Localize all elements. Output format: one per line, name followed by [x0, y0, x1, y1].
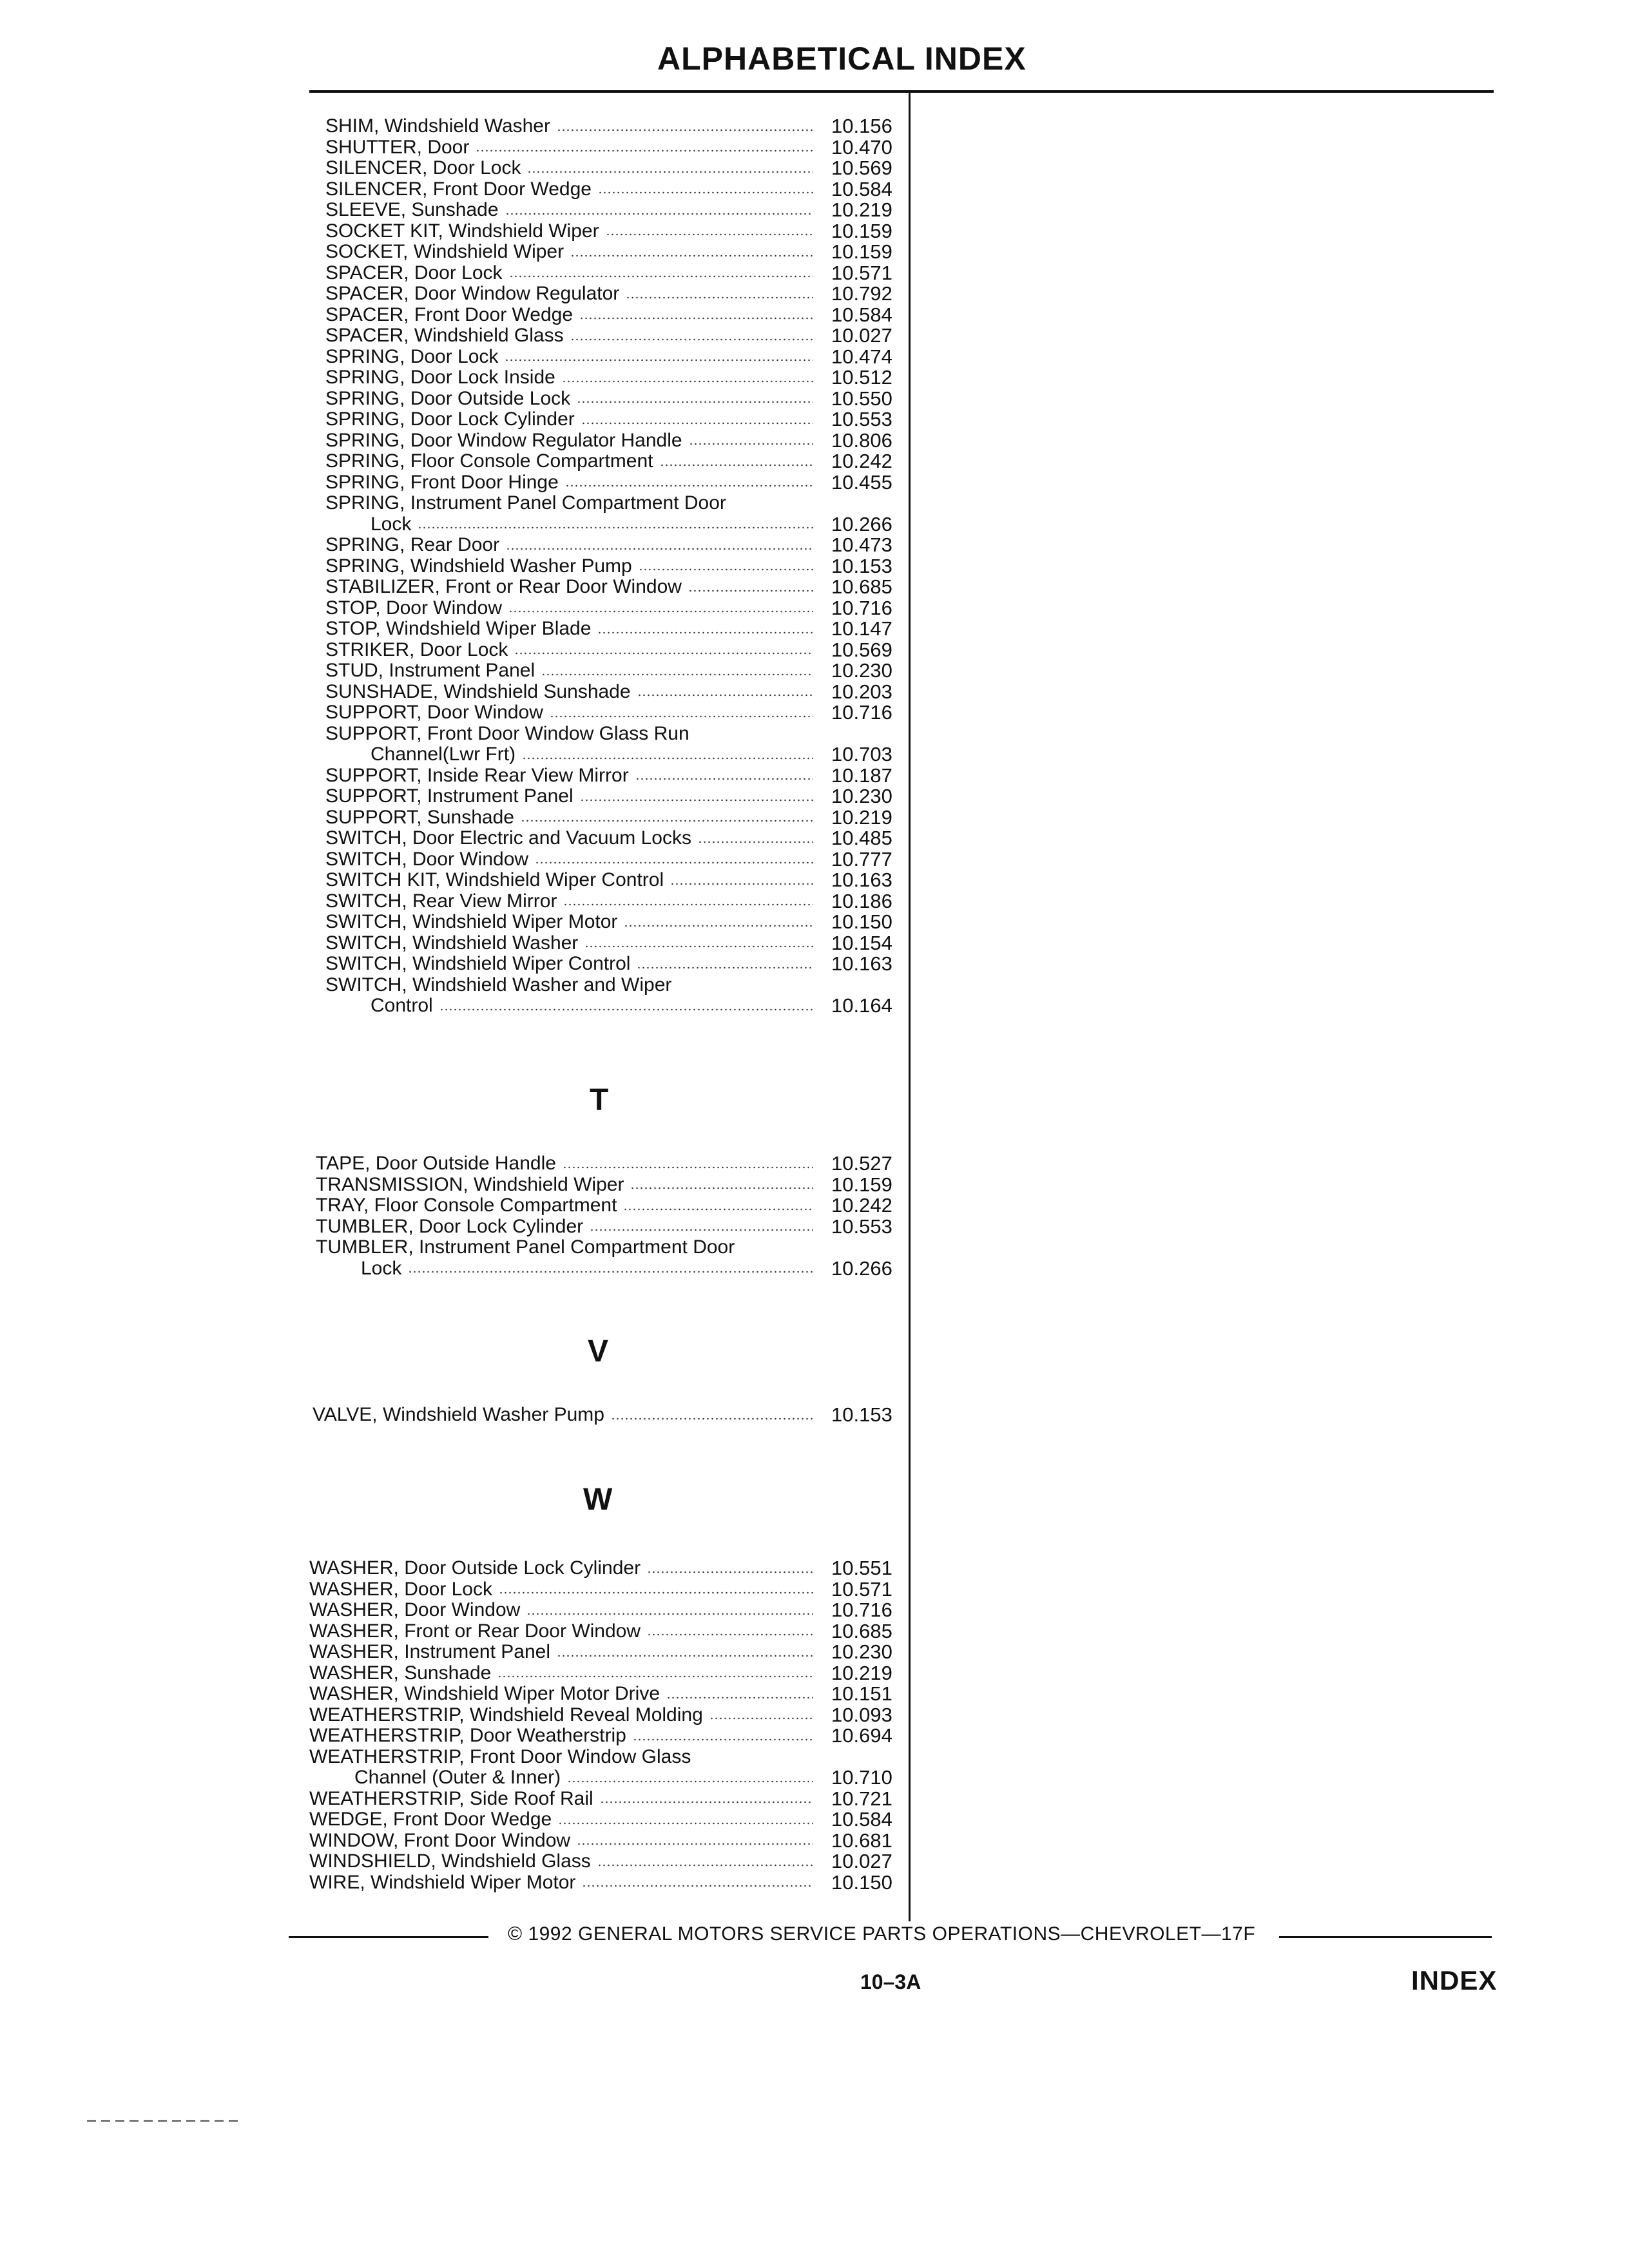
dot-leader: [505, 213, 813, 215]
index-entry: [325, 512, 892, 535]
index-entry: [325, 638, 892, 661]
index-entry-page: 10.027: [831, 1850, 892, 1872]
dot-leader: [565, 485, 813, 487]
index-entry-label: WEATHERSTRIP, Side Roof Rail: [309, 1787, 593, 1809]
index-entry-page: 10.219: [831, 1661, 892, 1684]
dot-leader: [563, 903, 813, 906]
index-entry-label: SWITCH, Door Window: [325, 848, 529, 870]
index-entry: [325, 931, 892, 954]
index-entry-page: 10.553: [831, 1215, 892, 1238]
index-entry: [325, 261, 892, 284]
index-section-v: [313, 1405, 918, 1426]
index-entry: [309, 1599, 892, 1621]
index-entry: [325, 282, 892, 305]
index-entry-page: 10.721: [831, 1787, 892, 1810]
index-entry: [325, 303, 892, 326]
index-entry: [325, 869, 892, 891]
index-entry-page: 10.266: [831, 1256, 892, 1280]
dot-leader: [597, 1864, 813, 1867]
scan-artifact: [87, 2120, 242, 2122]
dot-leader: [522, 757, 813, 760]
index-entry: [325, 115, 892, 137]
index-entry: [325, 847, 892, 870]
dot-leader: [577, 401, 813, 403]
index-entry-label: SUPPORT, Door Window: [325, 702, 543, 723]
index-entry: [316, 1194, 892, 1216]
index-entry-page: 10.163: [831, 869, 892, 891]
index-entry-page: 10.473: [831, 533, 892, 556]
index-entry-label: SPRING, Door Outside Lock: [325, 387, 571, 409]
dot-leader: [624, 925, 813, 927]
dot-leader: [611, 1418, 813, 1420]
dot-leader: [581, 422, 813, 425]
dot-leader: [584, 945, 813, 948]
index-entry-page: 10.159: [831, 219, 892, 242]
index-entry: [325, 659, 892, 682]
dot-leader: [647, 1633, 813, 1636]
index-entry-label: WASHER, Instrument Panel: [309, 1641, 551, 1662]
index-entry: [309, 1829, 892, 1852]
footer-section-label: INDEX: [1411, 1965, 1498, 1995]
index-entry-page: 10.186: [831, 889, 892, 912]
index-section-t: [316, 1153, 921, 1279]
index-entry: [309, 1557, 892, 1579]
index-entry-label: SUPPORT, Instrument Panel: [325, 785, 574, 807]
footer-page-number: 10–3A: [860, 1970, 921, 1994]
dot-leader: [563, 1166, 813, 1169]
index-entry: [325, 827, 892, 849]
index-entry-page: 10.455: [831, 470, 892, 494]
index-entry-label: SHUTTER, Door: [325, 136, 470, 158]
index-entry-label: STABILIZER, Front or Rear Door Window: [325, 576, 682, 597]
dot-leader: [570, 338, 813, 341]
index-entry-page: 10.569: [831, 638, 892, 661]
dot-leader: [598, 191, 813, 194]
dot-leader: [418, 526, 813, 529]
index-entry-page: 10.550: [831, 387, 892, 410]
index-entry-page: 10.159: [831, 1173, 892, 1196]
index-entry-page: 10.093: [831, 1703, 892, 1726]
dot-leader: [660, 464, 813, 466]
index-entry-page: 10.203: [831, 680, 892, 703]
dot-leader: [688, 590, 813, 592]
index-entry-page: 10.266: [831, 512, 892, 535]
index-entry: [309, 1619, 892, 1642]
index-entry-label: STOP, Windshield Wiper Blade: [325, 618, 592, 639]
index-entry-page: 10.147: [831, 617, 892, 640]
dot-leader: [439, 1008, 813, 1011]
index-entry-label: Control: [371, 995, 433, 1016]
dot-leader: [509, 275, 813, 278]
index-entry-page: 10.156: [831, 115, 892, 137]
dot-leader: [506, 548, 813, 550]
index-entry-page: 10.716: [831, 596, 892, 619]
index-entry-label: WASHER, Sunshade: [309, 1662, 492, 1684]
dot-leader: [527, 171, 813, 173]
dot-leader: [550, 715, 813, 718]
index-entry-label: VALVE, Windshield Washer Pump: [313, 1404, 604, 1425]
index-entry: [325, 533, 892, 556]
index-entry: [325, 975, 818, 996]
header-rule: [309, 90, 1494, 93]
index-entry-label: WEATHERSTRIP, Door Weatherstrip: [309, 1725, 626, 1746]
index-entry-label: WINDOW, Front Door Window: [309, 1829, 571, 1851]
dot-leader: [558, 1822, 813, 1825]
index-entry-label: WASHER, Door Window: [309, 1599, 521, 1620]
index-entry-label: SOCKET KIT, Windshield Wiper: [325, 220, 599, 242]
dot-leader: [600, 1801, 813, 1803]
index-entry-label: WEDGE, Front Door Wedge: [309, 1809, 552, 1830]
index-entry: [316, 1152, 892, 1175]
index-section-s: [325, 116, 931, 1017]
index-entry-page: 10.716: [831, 701, 892, 724]
index-entry-page: 10.242: [831, 1194, 892, 1216]
index-entry: [325, 785, 892, 807]
index-entry-page: 10.230: [831, 659, 892, 682]
section-letter-w: W: [583, 1483, 613, 1517]
index-entry-label: SPACER, Door Lock: [325, 262, 503, 284]
index-entry-label: SWITCH, Windshield Wiper Control: [325, 953, 631, 974]
index-entry-page: 10.777: [831, 847, 892, 870]
index-entry-label: SWITCH, Windshield Wiper Motor: [325, 911, 618, 932]
index-entry: [325, 345, 892, 368]
footer-rule-left: [289, 1936, 488, 1938]
index-entry-page: 10.792: [831, 282, 892, 305]
index-entry-label: WEATHERSTRIP, Front Door Window Glass: [309, 1745, 691, 1767]
index-entry-page: 10.159: [831, 240, 892, 263]
index-entry: [325, 387, 892, 410]
index-entry-page: 10.806: [831, 428, 892, 452]
index-entry: [325, 324, 892, 347]
index-entry-label: SUPPORT, Front Door Window Glass Run: [325, 722, 689, 744]
index-entry-page: 10.470: [831, 135, 892, 159]
index-entry: [309, 1850, 892, 1872]
dot-leader: [709, 1717, 813, 1720]
footer-rule-right: [1279, 1936, 1492, 1938]
index-entry-label: SWITCH, Door Electric and Vacuum Locks: [325, 827, 691, 849]
index-entry-page: 10.474: [831, 345, 892, 368]
dot-leader: [562, 380, 813, 383]
index-entry: [325, 428, 892, 452]
index-entry: [325, 617, 892, 640]
index-entry-label: STOP, Door Window: [325, 597, 502, 619]
index-entry: [309, 1577, 892, 1600]
index-entry-page: 10.154: [831, 931, 892, 954]
index-entry-page: 10.150: [831, 1870, 892, 1894]
index-entry: [309, 1787, 892, 1810]
dot-leader: [633, 1738, 813, 1741]
index-entry: [325, 240, 892, 263]
index-entry: [309, 1747, 818, 1768]
dot-leader: [521, 820, 813, 822]
dot-leader: [579, 317, 813, 320]
page-title: ALPHABETICAL INDEX: [657, 41, 1027, 77]
index-entry-page: 10.230: [831, 785, 892, 807]
index-entry-page: 10.153: [831, 1403, 892, 1426]
index-entry-label: SPRING, Windshield Washer Pump: [325, 555, 632, 577]
index-entry: [325, 994, 892, 1017]
index-entry-label: WASHER, Windshield Wiper Motor Drive: [309, 1683, 660, 1704]
index-entry: [325, 701, 892, 724]
index-entry: [325, 554, 892, 577]
index-entry-label: SPRING, Front Door Hinge: [325, 471, 559, 493]
index-entry-page: 10.219: [831, 805, 892, 829]
index-entry-label: STUD, Instrument Panel: [325, 660, 535, 681]
index-entry-page: 10.150: [831, 910, 892, 933]
dot-leader: [698, 841, 813, 843]
dot-leader: [541, 673, 813, 676]
index-entry-label: WASHER, Door Lock: [309, 1578, 492, 1600]
index-entry: [325, 910, 892, 933]
index-entry-label: TAPE, Door Outside Handle: [316, 1153, 556, 1174]
index-entry: [313, 1403, 892, 1426]
dot-leader: [647, 1571, 813, 1573]
index-entry-label: TUMBLER, Instrument Panel Compartment Door: [316, 1236, 735, 1258]
index-section-w: [309, 1558, 915, 1893]
index-entry-page: 10.584: [831, 1808, 892, 1831]
index-entry-page: 10.694: [831, 1724, 892, 1747]
index-entry-label: WASHER, Front or Rear Door Window: [309, 1620, 641, 1642]
index-entry: [309, 1766, 892, 1789]
index-entry: [325, 743, 892, 765]
index-entry: [316, 1173, 892, 1196]
index-entry-label: TUMBLER, Door Lock Cylinder: [316, 1215, 584, 1237]
section-letter-t: T: [590, 1083, 609, 1117]
dot-leader: [557, 129, 813, 131]
index-entry-page: 10.164: [831, 994, 892, 1017]
index-entry: [316, 1215, 892, 1238]
index-entry: [325, 805, 892, 829]
dot-leader: [590, 1229, 813, 1231]
index-entry: [325, 575, 892, 598]
index-entry: [325, 470, 892, 494]
index-entry-label: TRANSMISSION, Windshield Wiper: [316, 1173, 624, 1195]
dot-leader: [505, 359, 813, 361]
dot-leader: [567, 1780, 813, 1783]
index-entry: [309, 1661, 892, 1684]
dot-leader: [497, 1675, 813, 1678]
index-entry-page: 10.710: [831, 1766, 892, 1789]
index-entry-page: 10.153: [831, 554, 892, 577]
index-entry-page: 10.584: [831, 177, 892, 200]
dot-leader: [630, 1187, 813, 1189]
index-entry-label: Lock: [371, 513, 412, 535]
index-entry: [309, 1682, 892, 1705]
index-entry: [325, 680, 892, 703]
dot-leader: [570, 255, 813, 257]
dot-leader: [514, 652, 813, 655]
dot-leader: [508, 610, 813, 613]
dot-leader: [535, 861, 813, 864]
index-entry-page: 10.027: [831, 324, 892, 347]
index-entry-page: 10.681: [831, 1829, 892, 1852]
index-entry-page: 10.242: [831, 450, 892, 472]
index-entry-label: Channel(Lwr Frt): [371, 744, 516, 765]
index-entry: [309, 1640, 892, 1663]
index-entry-page: 10.571: [831, 1577, 892, 1600]
index-entry-label: STRIKER, Door Lock: [325, 639, 508, 660]
index-entry-label: TRAY, Floor Console Compartment: [316, 1195, 617, 1216]
index-entry-label: SUPPORT, Sunshade: [325, 806, 514, 828]
index-entry: [325, 177, 892, 200]
index-entry-label: SOCKET, Windshield Wiper: [325, 241, 564, 262]
index-entry: [325, 135, 892, 159]
index-entry: [325, 952, 892, 975]
index-entry-label: SPRING, Instrument Panel Compartment Door: [325, 492, 726, 514]
index-entry-page: 10.685: [831, 1619, 892, 1642]
index-entry-label: SHIM, Windshield Washer: [325, 115, 550, 137]
index-entry-page: 10.219: [831, 198, 892, 221]
dot-leader: [597, 631, 813, 634]
index-entry-label: SLEEVE, Sunshade: [325, 199, 499, 220]
dot-leader: [637, 966, 813, 969]
index-entry-page: 10.230: [831, 1640, 892, 1663]
section-letter-v: V: [588, 1334, 609, 1369]
dot-leader: [499, 1591, 813, 1594]
index-entry-label: SPRING, Door Lock Cylinder: [325, 408, 575, 430]
index-entry: [325, 450, 892, 472]
index-entry-page: 10.163: [831, 952, 892, 975]
dot-leader: [623, 1208, 813, 1211]
dot-leader: [577, 1843, 813, 1845]
dot-leader: [557, 1655, 813, 1657]
index-entry-label: SPRING, Rear Door: [325, 534, 500, 555]
index-entry-label: SWITCH, Windshield Washer: [325, 932, 579, 954]
index-entry-label: SUPPORT, Inside Rear View Mirror: [325, 764, 629, 786]
index-entry-label: SPRING, Floor Console Compartment: [325, 450, 653, 472]
index-entry: [316, 1256, 892, 1280]
index-entry-label: SPRING, Door Lock: [325, 345, 499, 367]
index-entry-label: SPACER, Front Door Wedge: [325, 303, 574, 325]
index-entry-label: SUNSHADE, Windshield Sunshade: [325, 680, 631, 702]
dot-leader: [637, 694, 813, 697]
index-entry-label: SWITCH, Rear View Mirror: [325, 890, 557, 912]
index-entry-label: SWITCH KIT, Windshield Wiper Control: [325, 869, 664, 890]
index-entry: [309, 1703, 892, 1726]
index-entry-page: 10.703: [831, 743, 892, 765]
index-entry-label: Lock: [361, 1257, 402, 1279]
dot-leader: [606, 233, 813, 236]
index-entry-page: 10.527: [831, 1152, 892, 1175]
index-entry-label: SPACER, Windshield Glass: [325, 325, 564, 346]
index-entry: [309, 1870, 892, 1894]
index-entry-page: 10.551: [831, 1557, 892, 1579]
dot-leader: [526, 1613, 813, 1615]
index-entry-label: WIRE, Windshield Wiper Motor: [309, 1871, 576, 1893]
index-entry: [325, 596, 892, 619]
index-entry-page: 10.584: [831, 303, 892, 326]
index-entry: [325, 889, 892, 912]
index-entry: [325, 764, 892, 787]
index-entry: [325, 493, 818, 514]
dot-leader: [476, 149, 813, 152]
index-entry-label: SILENCER, Front Door Wedge: [325, 178, 592, 200]
index-entry-label: SPRING, Door Lock Inside: [325, 367, 555, 388]
index-entry-label: WEATHERSTRIP, Windshield Reveal Molding: [309, 1704, 703, 1725]
index-entry-label: SILENCER, Door Lock: [325, 157, 521, 178]
index-entry-page: 10.187: [831, 764, 892, 787]
index-entry: [325, 724, 818, 745]
dot-leader: [580, 799, 813, 802]
dot-leader: [582, 1885, 813, 1887]
index-entry: [325, 198, 892, 221]
dot-leader: [626, 296, 813, 299]
dot-leader: [639, 568, 813, 571]
index-entry: [325, 157, 892, 179]
dot-leader: [666, 1696, 813, 1699]
index-entry-label: SPACER, Door Window Regulator: [325, 283, 620, 304]
dot-leader: [408, 1271, 813, 1273]
index-entry-page: 10.485: [831, 827, 892, 849]
index-entry-page: 10.512: [831, 366, 892, 389]
dot-leader: [635, 778, 813, 780]
index-entry: [325, 219, 892, 242]
index-entry-label: Channel (Outer & Inner): [354, 1767, 561, 1788]
index-entry: [309, 1808, 892, 1831]
dot-leader: [670, 883, 813, 885]
index-entry-label: SPRING, Door Window Regulator Handle: [325, 429, 682, 451]
footer-copyright: © 1992 GENERAL MOTORS SERVICE PARTS OPERATIONS—CHEVROLET—17F: [508, 1923, 1256, 1945]
index-entry-page: 10.569: [831, 157, 892, 179]
dot-leader: [689, 443, 813, 445]
index-entry-page: 10.685: [831, 575, 892, 598]
index-entry-page: 10.553: [831, 408, 892, 430]
index-entry-page: 10.151: [831, 1682, 892, 1705]
index-entry-page: 10.571: [831, 261, 892, 284]
index-entry: [325, 366, 892, 389]
index-entry: [325, 408, 892, 430]
index-entry-label: WINDSHIELD, Windshield Glass: [309, 1850, 591, 1872]
index-entry: [309, 1724, 892, 1747]
index-entry-label: SWITCH, Windshield Washer and Wiper: [325, 974, 672, 995]
index-entry-page: 10.716: [831, 1599, 892, 1621]
index-entry-label: WASHER, Door Outside Lock Cylinder: [309, 1557, 641, 1579]
index-entry: [316, 1237, 818, 1258]
